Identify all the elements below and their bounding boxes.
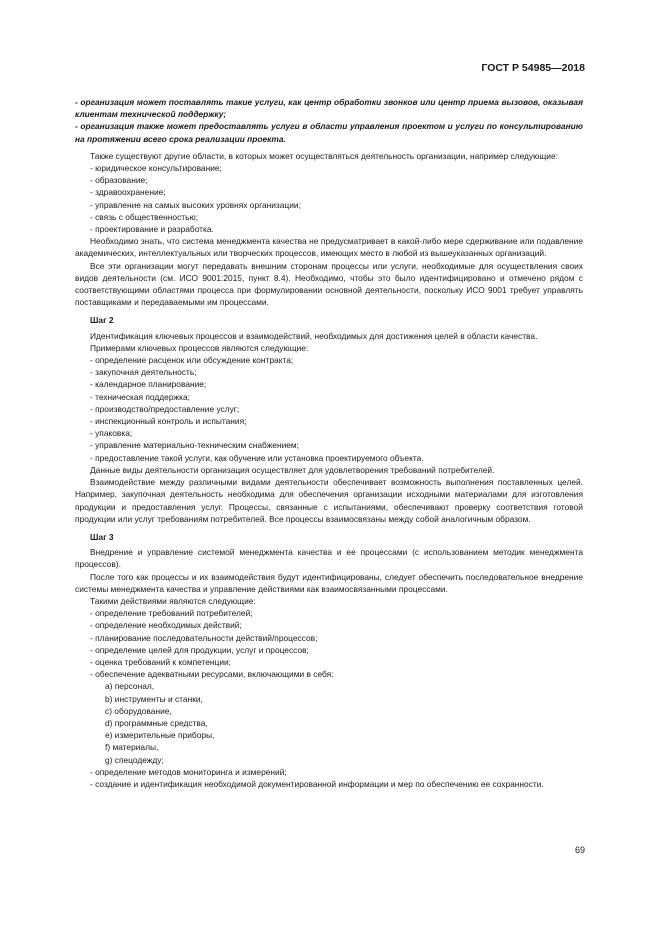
page-number: 69: [574, 845, 585, 855]
paragraph: Внедрение и управление системой менеджмента качества и ее процессами (с использованием методик менеджмента процессов).: [75, 547, 583, 570]
list-item: - предоставление такой услуги, как обучение или установка проектируемого объекта.: [90, 452, 424, 463]
list-item: - определение расценок или обсуждение контракта;: [90, 355, 294, 366]
paragraph: Идентификация ключевых процессов и взаимодействий, необходимых для достижения целей в области качества.: [90, 330, 538, 341]
list-item: - закупочная деятельность;: [90, 367, 197, 378]
document-body: [75, 96, 583, 790]
standard-number: ГОСТ Р 54985—2018: [481, 62, 585, 74]
list-item: - инспекционный контроль и испытания;: [90, 416, 247, 427]
list-item: - связь с общественностью;: [90, 211, 199, 222]
list-item: - производство/предоставление услуг;: [90, 403, 240, 414]
sub-list-item: e) измерительные приборы,: [105, 730, 215, 741]
list-item: - упаковка;: [90, 428, 133, 439]
list-item: - здравоохранение;: [90, 187, 166, 198]
paragraph: Такими действиями являются следующие:: [90, 595, 256, 606]
intro-bullet: - организация также может предоставлять услуги в области управления проектом и услуги по консультированию на протяжении всего срока реализации проекта.: [75, 121, 583, 144]
paragraph: Примерами ключевых процессов являются следующие:: [90, 342, 309, 353]
list-item: - обеспечение адекватными ресурсами, включающими в себя:: [90, 669, 334, 680]
list-item: - определение целей для продукции, услуг и процессов;: [90, 644, 309, 655]
paragraph: Также существуют другие области, в которых может осуществляться деятельность организации, например следующие:: [90, 150, 558, 161]
sub-list-item: b) инструменты и станки,: [105, 693, 203, 704]
paragraph: Взаимодействие между различными видами деятельности обеспечивает возможность выполнения поставленных целей. Например, закупочная деятельность необходима для обеспечения организации исходными материалами для изготовления продукции и предоставления услуг. Процессы, связанные с испытаниями, обеспечивают проверку соответствия готовой продукции или услуг требованиям потребителей. Все процессы взаимосвязаны между собой аналогичным образом.: [75, 477, 583, 524]
list-item: - календарное планирование;: [90, 379, 207, 390]
list-item: - управление материально-техническим снабжением;: [90, 440, 300, 451]
list-item: - техническая поддержка;: [90, 391, 190, 402]
list-item: - проектирование и разработка.: [90, 224, 214, 235]
step-heading: Шаг 3: [90, 531, 114, 542]
list-item: - планирование последовательности действий/процессов;: [90, 632, 318, 643]
sub-list-item: g) спецодежду;: [105, 754, 164, 765]
step-heading: Шаг 2: [90, 315, 114, 326]
intro-bullet: - организация может поставлять такие услуги, как центр обработки звонков или центр приема вызовов, оказывая клиентам технической поддержку;: [75, 97, 583, 120]
sub-list-item: d) программные средства,: [105, 717, 208, 728]
list-item: - создание и идентификация необходимой документированной информации и мер по обеспечению ее сохранности.: [90, 778, 544, 789]
sub-list-item: c) оборудование,: [105, 705, 172, 716]
paragraph: После того как процессы и их взаимодействия будут идентифицированы, следует обеспечить последовательное внедрение системы менеджмента качества и управление действиями как взаимосвязанными процессами.: [75, 571, 583, 594]
list-item: - определение методов мониторинга и измерений;: [90, 766, 287, 777]
paragraph: Все эти организации могут передавать внешним сторонам процессы или услуги, необходимые для осуществления своих видов деятельности (см. ИСО 9001:2015, пункт 8.4). Необходимо, чтобы это было идентифицировано и отмечено рядом с соответствующими областями процесса при формулировании основной деятельности, поскольку ИСО 9001 требует управлять поставщиками и передаваемыми им процессами.: [75, 260, 583, 308]
sub-list-item: f) материалы,: [105, 742, 159, 753]
list-item: - определение требований потребителей;: [90, 608, 253, 619]
list-item: - юридическое консультирование;: [90, 163, 222, 174]
sub-list-item: a) персонал,: [105, 681, 155, 692]
list-item: - оценка требований к компетенции;: [90, 656, 232, 667]
paragraph: Необходимо знать, что система менеджмента качества не предусматривает в какой-либо мере сдерживание или подавление академических, интеллектуальных или творческих процессов, имеющих место в любой из вышеуказанных организаций.: [75, 236, 583, 259]
list-item: - образование;: [90, 175, 148, 186]
list-item: - определение необходимых действий;: [90, 620, 242, 631]
list-item: - управление на самых высоких уровнях организации;: [90, 199, 301, 210]
paragraph: Данные виды деятельности организация осуществляет для удовлетворения требований потребителей.: [90, 464, 495, 475]
